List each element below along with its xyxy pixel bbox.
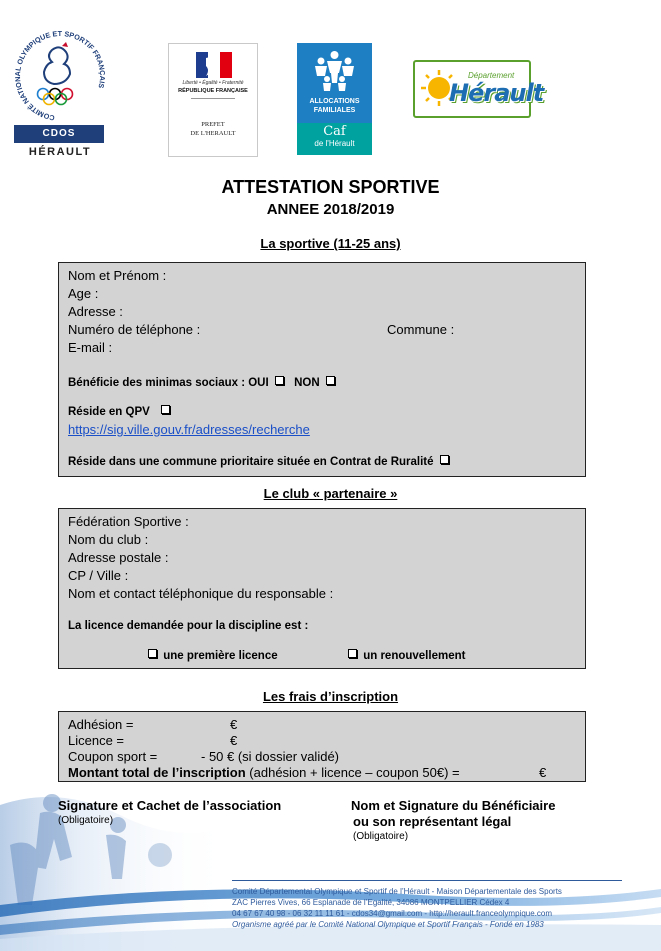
signature-beneficiaire-title-2: ou son représentant légal: [353, 814, 512, 829]
licence-label: Licence =: [68, 733, 125, 748]
minimas-row: [68, 376, 338, 389]
olympic-rooster-icon: [10, 28, 110, 124]
non-checkbox[interactable]: [326, 376, 335, 385]
total-row: [68, 765, 460, 780]
minimas-label: Bénéficie des minimas sociaux : OUI: [68, 377, 269, 389]
section-sportive-heading: La sportive (11-25 ans): [260, 236, 401, 251]
signature-association-note: (Obligatoire): [58, 815, 114, 826]
oui-checkbox[interactable]: [275, 376, 284, 385]
option-renouvellement: [345, 649, 465, 662]
rf-name: RÉPUBLIQUE FRANÇAISE: [178, 88, 248, 94]
contact-label: Nom et contact téléphonique du responsable :: [68, 586, 334, 601]
caf-logo: [297, 43, 372, 155]
rf-divider: [191, 98, 235, 99]
page-subtitle: ANNEE 2018/2019: [266, 201, 395, 218]
ruralite-row: [68, 455, 452, 468]
cdos-ring-text: COMITÉ NATIONAL OLYMPIQUE ET SPORTIF FRANÇAIS: [12, 28, 108, 123]
footer-line1: Comité Départemental Olympique et Sportif de l’Hérault - Maison Départementale des Sports: [232, 887, 562, 896]
ruralite-label: Réside dans une commune prioritaire située en Contrat de Ruralité: [68, 456, 434, 468]
adresse-postale-label: Adresse postale :: [68, 550, 169, 565]
coupon-value: - 50 € (si dossier validé): [201, 749, 339, 764]
total-label: Montant total de l’inscription: [68, 765, 246, 780]
telephone-label: Numéro de téléphone :: [68, 322, 201, 337]
adhesion-label: Adhésion =: [68, 717, 134, 732]
cdos-logo: [10, 28, 110, 160]
page-title: ATTESTATION SPORTIVE: [221, 177, 440, 197]
caf-name: Caf: [323, 124, 346, 139]
republique-francaise-logo: [168, 43, 258, 157]
qpv-link[interactable]: https://sig.ville.gouv.fr/adresses/recherche: [68, 422, 310, 437]
departement-herault-logo: [413, 60, 544, 118]
email-label: E-mail :: [68, 340, 113, 355]
qpv-checkbox[interactable]: [161, 405, 170, 414]
nom-club-label: Nom du club :: [68, 532, 149, 547]
age-label: Age :: [68, 286, 99, 301]
rf-prefet-line2: DE L'HERAULT: [190, 130, 236, 137]
signature-beneficiaire-note: (Obligatoire): [353, 831, 409, 842]
cdos-band: CDOS: [14, 125, 104, 143]
qpv-row: [68, 405, 173, 418]
non-label: NON: [294, 377, 320, 389]
club-box: [58, 508, 586, 669]
caf-bottom: [297, 123, 372, 155]
caf-alloc-line2: FAMILIALES: [313, 107, 356, 114]
licence-unit: €: [230, 733, 238, 748]
nom-prenom-label: Nom et Prénom :: [68, 268, 167, 283]
section-frais-heading: Les frais d’inscription: [262, 689, 399, 704]
dep-name: Hérault: [449, 79, 544, 107]
renouvellement-label: un renouvellement: [363, 650, 466, 662]
total-detail: (adhésion + licence – coupon 50€) =: [249, 765, 460, 780]
signature-beneficiaire-title-1: Nom et Signature du Bénéficiaire: [351, 798, 556, 813]
dep-label: Département: [468, 71, 515, 80]
caf-sub: de l'Hérault: [314, 139, 355, 148]
footer-line3: 04 67 67 40 98 - 06 32 11 11 61 - cdos34@gmail.com - http://herault.franceolympique.com: [232, 909, 553, 918]
cp-ville-label: CP / Ville :: [68, 568, 129, 583]
rf-prefet-line1: PREFET: [201, 121, 225, 128]
ruralite-checkbox[interactable]: [440, 455, 449, 464]
adresse-label: Adresse :: [68, 304, 123, 319]
signature-association-title: Signature et Cachet de l’association: [58, 798, 282, 813]
coupon-label: Coupon sport =: [68, 749, 158, 764]
premiere-licence-checkbox[interactable]: [148, 649, 157, 658]
section-club-heading: Le club « partenaire »: [263, 486, 398, 501]
rf-motto: Liberté • Égalité • Fraternité: [182, 80, 244, 86]
qpv-label: Réside en QPV: [68, 406, 150, 418]
caf-alloc: [297, 97, 372, 115]
cdos-herault-label: HÉRAULT: [28, 146, 92, 158]
total-unit: €: [539, 765, 547, 780]
adhesion-unit: €: [230, 717, 238, 732]
premiere-licence-label: une première licence: [163, 650, 278, 662]
marianne-flag-icon: [196, 52, 232, 78]
sportive-box: [58, 262, 586, 477]
rf-prefet: [169, 120, 257, 138]
renouvellement-checkbox[interactable]: [348, 649, 357, 658]
svg-text:COMITÉ NATIONAL OLYMPIQUE ET S: [13, 29, 107, 123]
federation-label: Fédération Sportive :: [68, 514, 189, 529]
commune-label: Commune :: [387, 322, 455, 337]
licence-question: La licence demandée pour la discipline est :: [68, 620, 309, 632]
footer-line4: Organisme agréé par le Comité National Olympique et Sportif Français - Fondé en 1983: [232, 920, 544, 929]
footer-line2: ZAC Pierres Vives, 66 Esplanade de l’Egalité, 34086 MONTPELLIER Cédex 4: [232, 898, 510, 907]
frais-box: [58, 711, 586, 782]
caf-alloc-line1: ALLOCATIONS: [309, 98, 360, 105]
option-premiere: [145, 649, 278, 662]
